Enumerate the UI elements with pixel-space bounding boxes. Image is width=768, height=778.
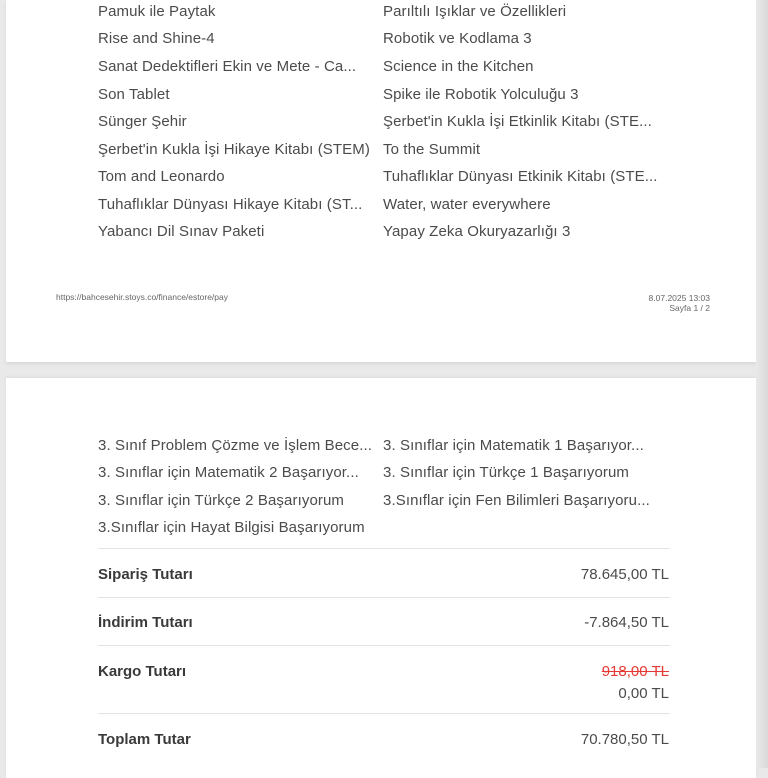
discount-value: -7.864,50 TL — [584, 614, 669, 631]
book-title: Sünger Şehir — [98, 113, 187, 130]
discount-label: İndirim Tutarı — [98, 614, 193, 631]
shipping-old-value: 918,00 TL — [601, 663, 669, 680]
document-page-2 — [6, 378, 756, 778]
grand-total-value: 70.780,50 TL — [580, 731, 669, 748]
footer-meta — [649, 293, 710, 313]
book-title: Sanat Dedektifleri Ekin ve Mete - Ca... — [98, 58, 357, 75]
footer-page-number: Sayfa 1 / 2 — [669, 303, 710, 313]
divider — [98, 645, 670, 646]
document-page-1 — [6, 0, 756, 362]
book-title: Son Tablet — [98, 86, 170, 103]
book-title: Tuhaflıklar Dünyası Hikaye Kitabı (ST... — [98, 196, 363, 213]
divider — [98, 548, 670, 549]
shipping-value: 0,00 TL — [618, 685, 669, 702]
book-title: Parıltılı Işıklar ve Özellikleri — [383, 3, 567, 20]
order-total-value: 78.645,00 TL — [580, 566, 669, 583]
order-total-label: Sipariş Tutarı — [98, 566, 193, 583]
book-title: Tom and Leonardo — [98, 168, 225, 185]
book-title: 3. Sınıflar için Türkçe 1 Başarıyorum — [383, 464, 630, 481]
book-title: Şerbet'in Kukla İşi Etkinlik Kitabı (STE... — [383, 113, 652, 130]
grand-total-label: Toplam Tutar — [98, 731, 191, 748]
book-title: 3. Sınıflar için Matematik 2 Başarıyor... — [98, 464, 359, 481]
book-title: 3. Sınıflar için Türkçe 2 Başarıyorum — [98, 492, 345, 509]
book-title: Spike ile Robotik Yolculuğu 3 — [383, 86, 579, 103]
viewer-edge — [756, 0, 768, 768]
book-title: Şerbet'in Kukla İşi Hikaye Kitabı (STEM) — [98, 141, 370, 158]
book-title: 3. Sınıflar için Matematik 1 Başarıyor... — [383, 437, 644, 454]
book-title: 3. Sınıf Problem Çözme ve İşlem Bece... — [98, 437, 373, 454]
book-title: Robotik ve Kodlama 3 — [383, 30, 532, 47]
book-title: To the Summit — [383, 141, 481, 158]
divider — [98, 597, 670, 598]
book-title: Pamuk ile Paytak — [98, 3, 216, 20]
book-title: Rise and Shine-4 — [98, 30, 215, 47]
book-title: Yapay Zeka Okuryazarlığı 3 — [383, 223, 571, 240]
book-title: Water, water everywhere — [383, 196, 551, 213]
book-title: 3.Sınıflar için Hayat Bilgisi Başarıyorum — [98, 519, 365, 536]
shipping-label: Kargo Tutarı — [98, 663, 187, 680]
footer-url: https://bahcesehir.stoys.co/finance/estore/pay — [56, 292, 228, 302]
divider — [98, 713, 670, 714]
book-title: 3.Sınıflar için Fen Bilimleri Başarıyoru... — [383, 492, 650, 509]
footer-datetime: 8.07.2025 13:03 — [648, 293, 710, 303]
book-title: Yabancı Dil Sınav Paketi — [98, 223, 265, 240]
book-title: Science in the Kitchen — [383, 58, 534, 75]
book-title: Tuhaflıklar Dünyası Etkinik Kitabı (STE... — [383, 168, 658, 185]
